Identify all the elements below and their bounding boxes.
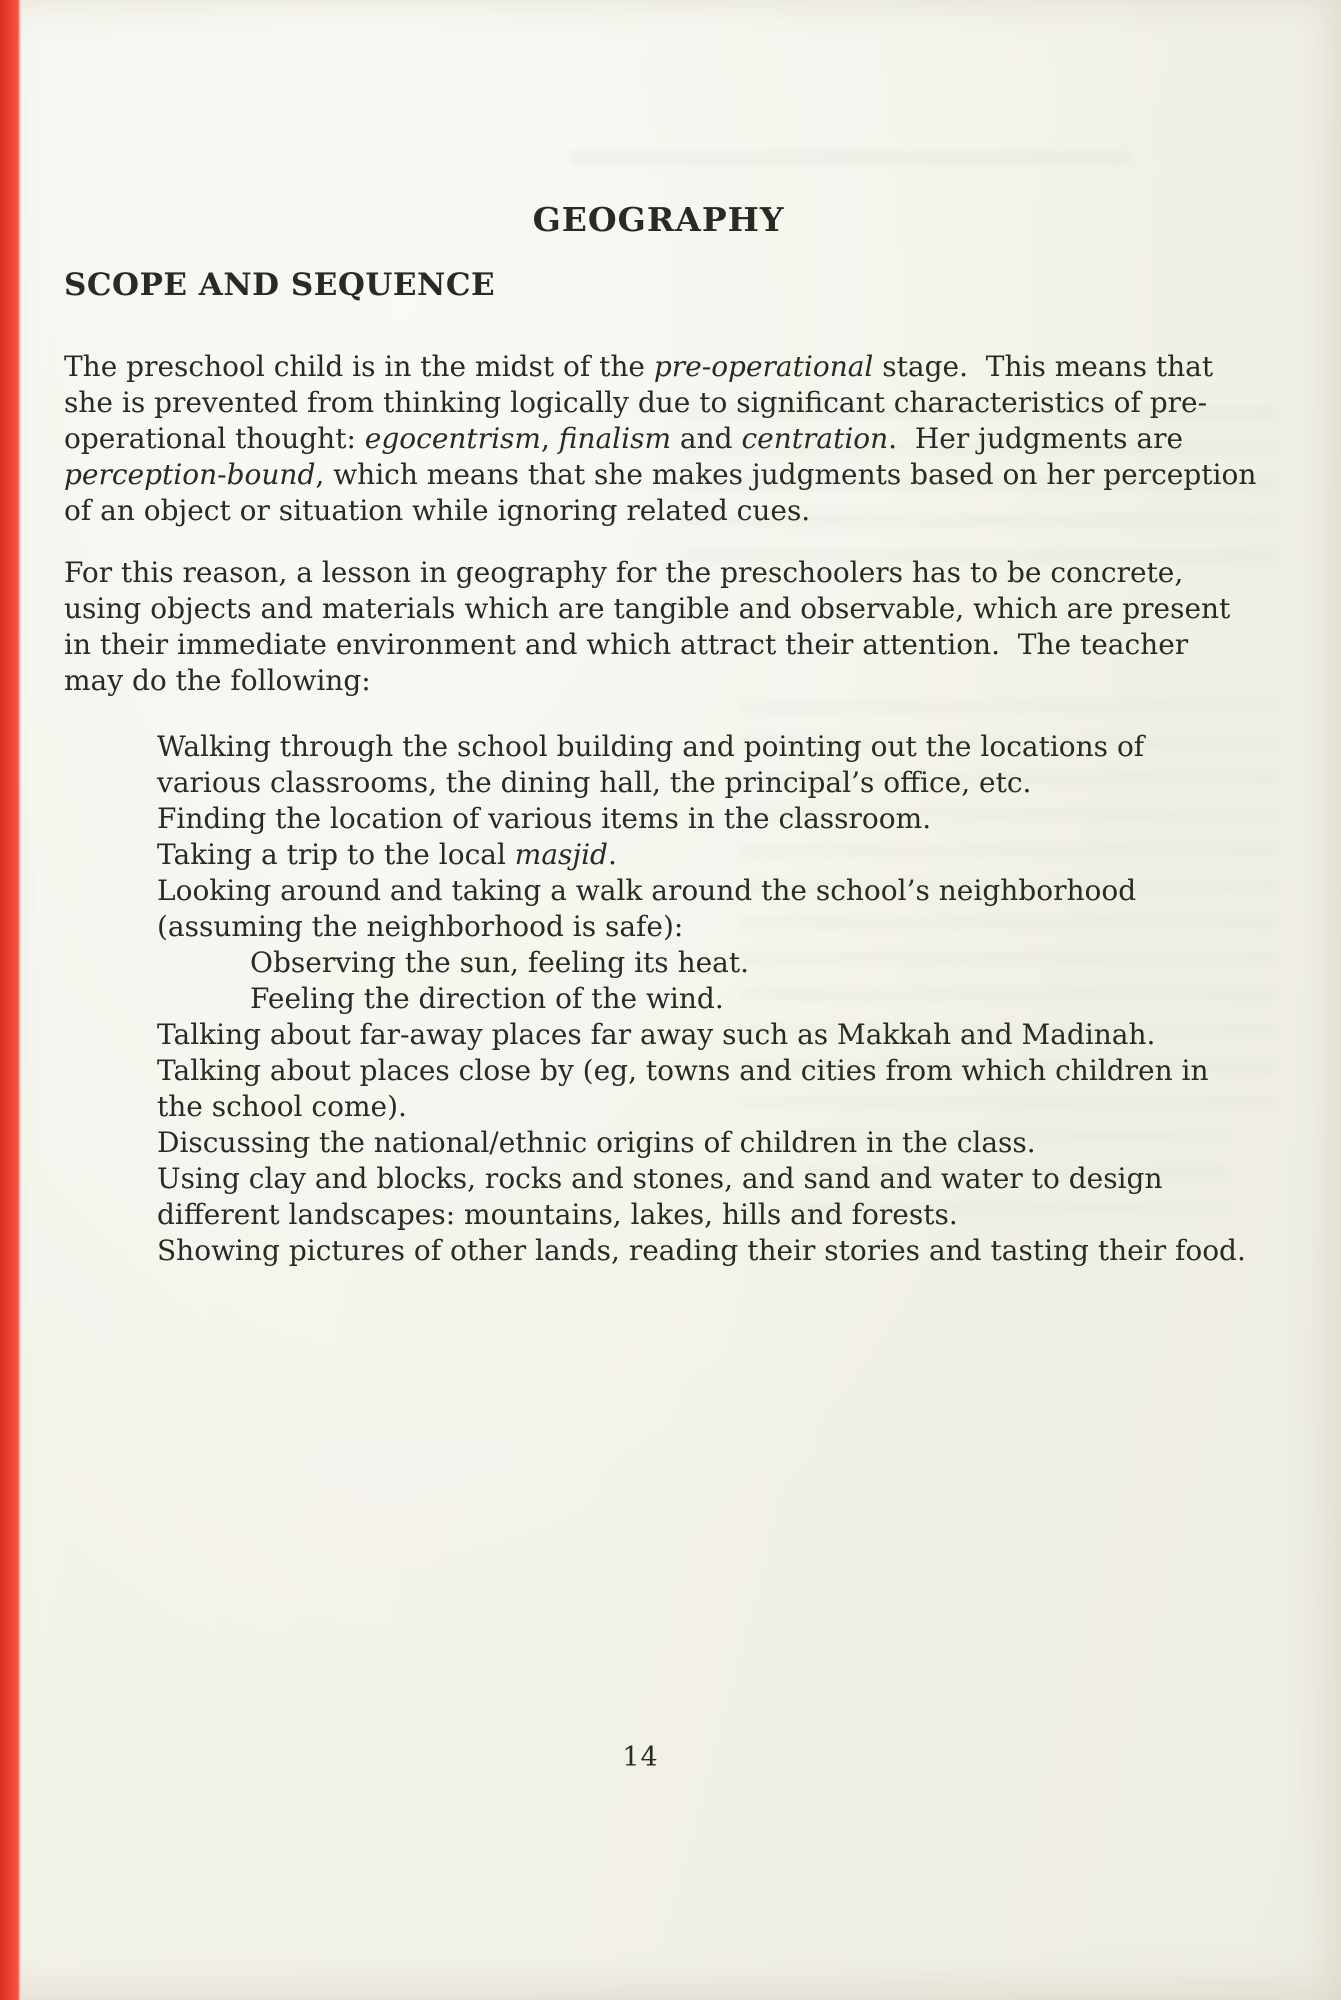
text-line: Feeling the direction of the wind. xyxy=(250,982,724,1015)
text-line: Looking around and taking a walk around the school’s neighborhood xyxy=(157,874,1137,907)
text-line: may do the following: xyxy=(64,664,371,697)
text-line: Walking through the school building and pointing out the locations of xyxy=(157,730,1145,763)
text-line: the school come). xyxy=(157,1090,407,1123)
paragraph-reason xyxy=(64,555,1311,699)
text-line: Talking about places close by (eg, towns and cities from which children in xyxy=(157,1054,1209,1087)
section-heading: SCOPE AND SEQUENCE xyxy=(64,267,496,303)
text-line: The preschool child is in the midst of the pre-operational stage. This means that xyxy=(64,350,1214,383)
text-line: For this reason, a lesson in geography for the preschoolers has to be concrete, xyxy=(64,556,1184,589)
text-line: of an object or situation while ignoring related cues. xyxy=(64,494,811,527)
text-line: in their immediate environment and which attract their attention. The teacher xyxy=(64,628,1189,661)
paragraph-intro xyxy=(64,349,1311,529)
text-line: using objects and materials which are tangible and observable, which are present xyxy=(64,592,1231,625)
text-line: various classrooms, the dining hall, the principal’s office, etc. xyxy=(157,766,1032,799)
scan-edge-strip xyxy=(0,0,21,2000)
text-line: Taking a trip to the local masjid. xyxy=(157,838,617,871)
page-title: GEOGRAPHY xyxy=(532,200,785,239)
text-line: Talking about far-away places far away such as Makkah and Madinah. xyxy=(157,1018,1156,1051)
text-line: (assuming the neighborhood is safe): xyxy=(157,910,684,943)
text-line: Discussing the national/ethnic origins of children in the class. xyxy=(157,1126,1036,1159)
text-line: operational thought: egocentrism, finalism and centration. Her judgments are xyxy=(64,422,1184,455)
text-line: Finding the location of various items in the classroom. xyxy=(157,802,932,835)
text-line: perception-bound, which means that she makes judgments based on her perception xyxy=(64,458,1257,491)
page-number: 14 xyxy=(622,1742,659,1773)
text-line: she is prevented from thinking logically due to significant characteristics of pre- xyxy=(64,386,1208,419)
text-line: different landscapes: mountains, lakes, hills and forests. xyxy=(157,1198,958,1231)
text-line: Showing pictures of other lands, reading their stories and tasting their food. xyxy=(157,1234,1246,1267)
activity-list xyxy=(64,729,1311,1269)
text-line: Observing the sun, feeling its heat. xyxy=(250,946,750,979)
text-line: Using clay and blocks, rocks and stones, and sand and water to design xyxy=(157,1162,1163,1195)
showthrough-artifact xyxy=(570,152,1130,180)
